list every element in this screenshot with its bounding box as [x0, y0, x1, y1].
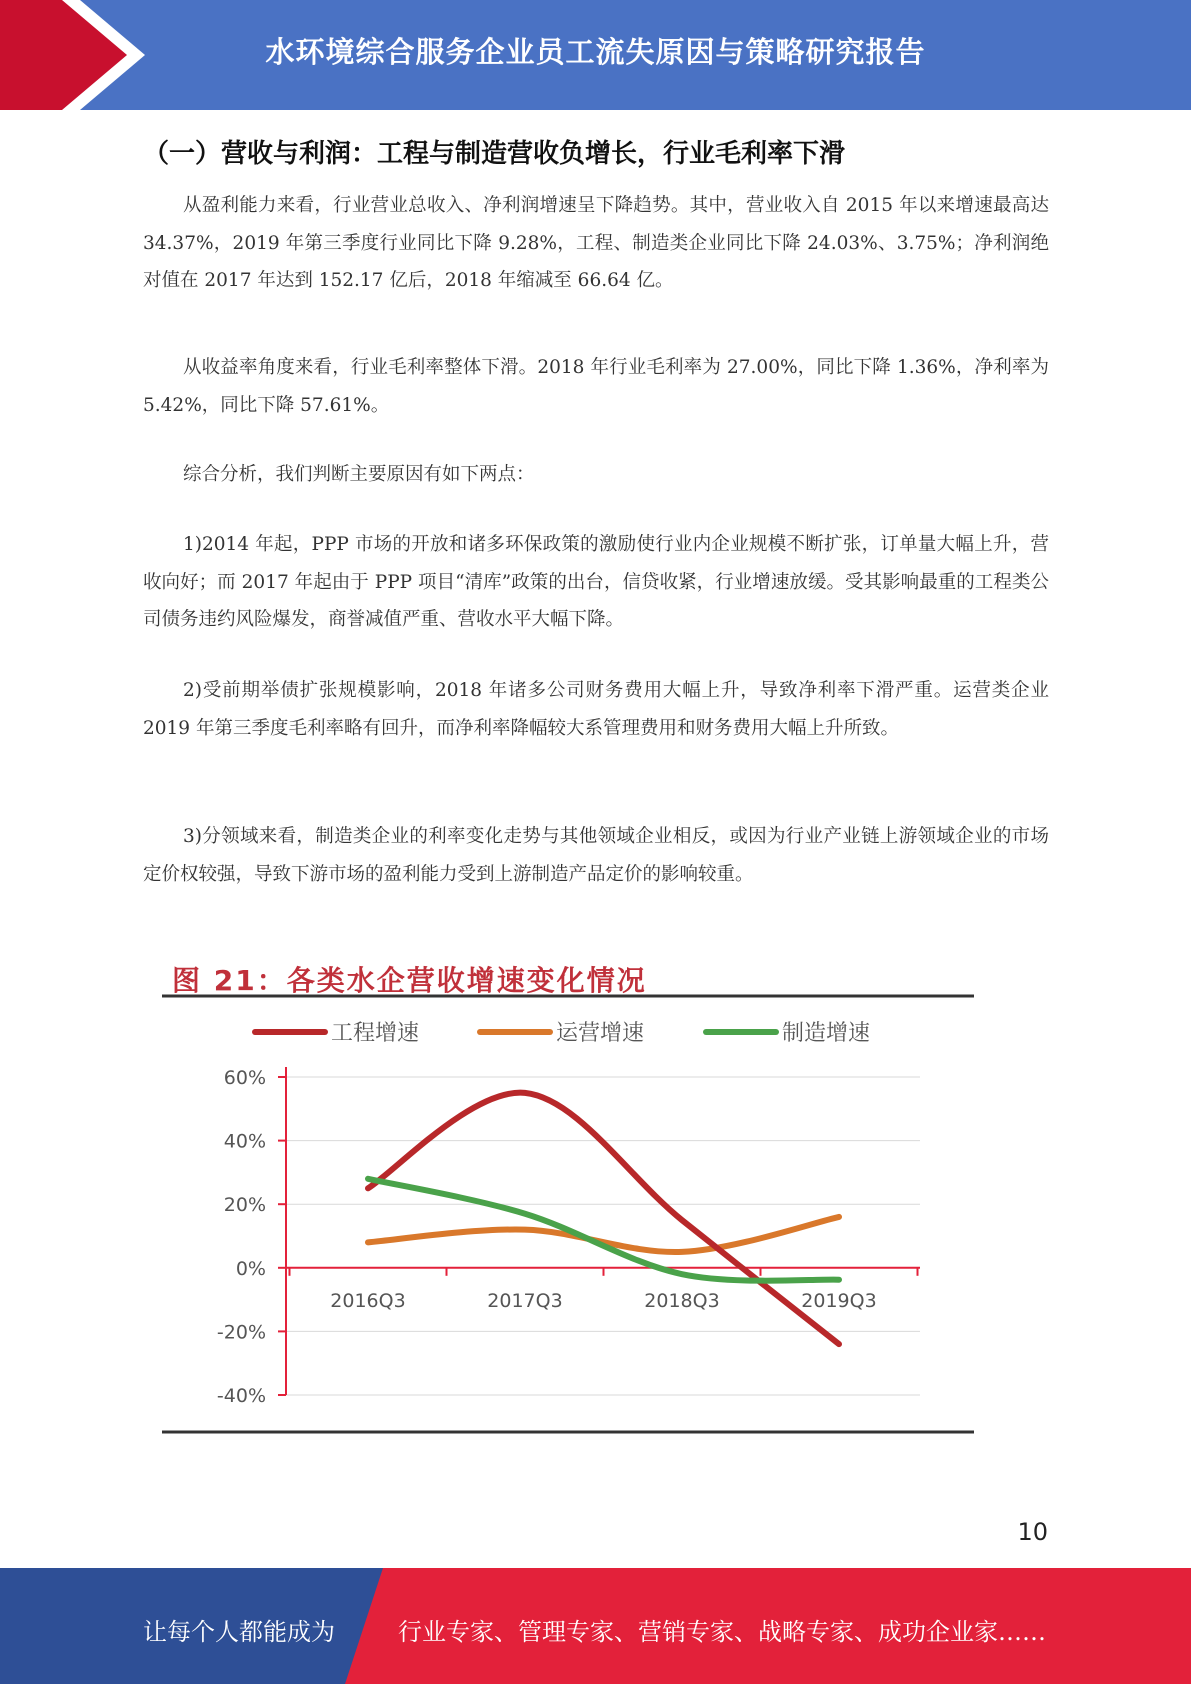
y-tick-label: 40%: [223, 1130, 266, 1153]
series-line: [368, 1179, 839, 1281]
y-tick-label: 0%: [235, 1257, 266, 1280]
page-header: [0, 0, 1191, 110]
footer-slogan-right: 行业专家、管理专家、营销专家、战略专家、成功企业家……: [398, 1618, 1046, 1646]
paragraph-margin: 从收益率角度来看，行业毛利率整体下滑。2018 年行业毛利率为 27.00%，同比下降 1.36%，净利率为 5.42%，同比下降 57.61%。: [143, 357, 1049, 416]
section-heading: （一）营收与利润：工程与制造营收负增长，行业毛利率下滑: [143, 139, 846, 169]
legend-label: 工程增速: [331, 1021, 420, 1046]
legend-label: 制造增速: [782, 1021, 871, 1046]
revenue-growth-chart: [150, 940, 990, 1440]
chart-title: 图 21：各类水企营收增速变化情况: [172, 964, 647, 997]
series-line: [368, 1093, 839, 1344]
y-tick-label: 60%: [223, 1067, 266, 1089]
legend-label: 运营增速: [556, 1021, 645, 1046]
y-tick-label: 20%: [223, 1194, 266, 1217]
x-tick-label: 2018Q3: [644, 1289, 720, 1312]
chart-canvas: [150, 940, 990, 1440]
report-title: 水环境综合服务企业员工流失原因与策略研究报告: [265, 35, 926, 69]
paragraph-reason-3: 3)分领域来看，制造类企业的利率变化走势与其他领域企业相反，或因为行业产业链上游领域企业的市场定价权较强，导致下游市场的盈利能力受到上游制造产品定价的影响较重。: [143, 826, 1049, 885]
footer-slogan-left: 让每个人都能成为: [143, 1618, 335, 1646]
page-footer: [0, 1568, 1191, 1684]
paragraph-summary: 综合分析，我们判断主要原因有如下两点：: [183, 464, 535, 485]
y-tick-label: -20%: [216, 1321, 266, 1344]
paragraph-reason-1: 1)2014 年起，PPP 市场的开放和诸多环保政策的激励使行业内企业规模不断扩张，订单量大幅上升，营收向好；而 2017 年起由于 PPP 项目“清库”政策的出台，信贷收紧，行业增速放缓。受其影响最重的工程类公司债务违约风险爆发，商誉减值严重、营收水平大幅下降。: [143, 534, 1049, 630]
page-number: 10: [1017, 1518, 1048, 1546]
paragraph-reason-2: 2)受前期举债扩张规模影响，2018 年诸多公司财务费用大幅上升，导致净利率下滑严重。运营类企业 2019 年第三季度毛利率略有回升，而净利率降幅较大系管理费用和财务费用大幅上升所致。: [143, 680, 1049, 739]
x-tick-label: 2017Q3: [487, 1289, 563, 1312]
x-tick-label: 2016Q3: [330, 1289, 406, 1312]
paragraph-profitability: 从盈利能力来看，行业营业总收入、净利润增速呈下降趋势。其中，营业收入自 2015 年以来增速最高达 34.37%，2019 年第三季度行业同比下降 9.28%，工程、制造类企业同比下降 24.03%、3.75%；净利润绝对值在 2017 年达到 152.17 亿后，2018 年缩减至 66.64 亿。: [143, 195, 1049, 291]
y-tick-label: -40%: [216, 1385, 266, 1407]
x-tick-label: 2019Q3: [801, 1289, 877, 1312]
